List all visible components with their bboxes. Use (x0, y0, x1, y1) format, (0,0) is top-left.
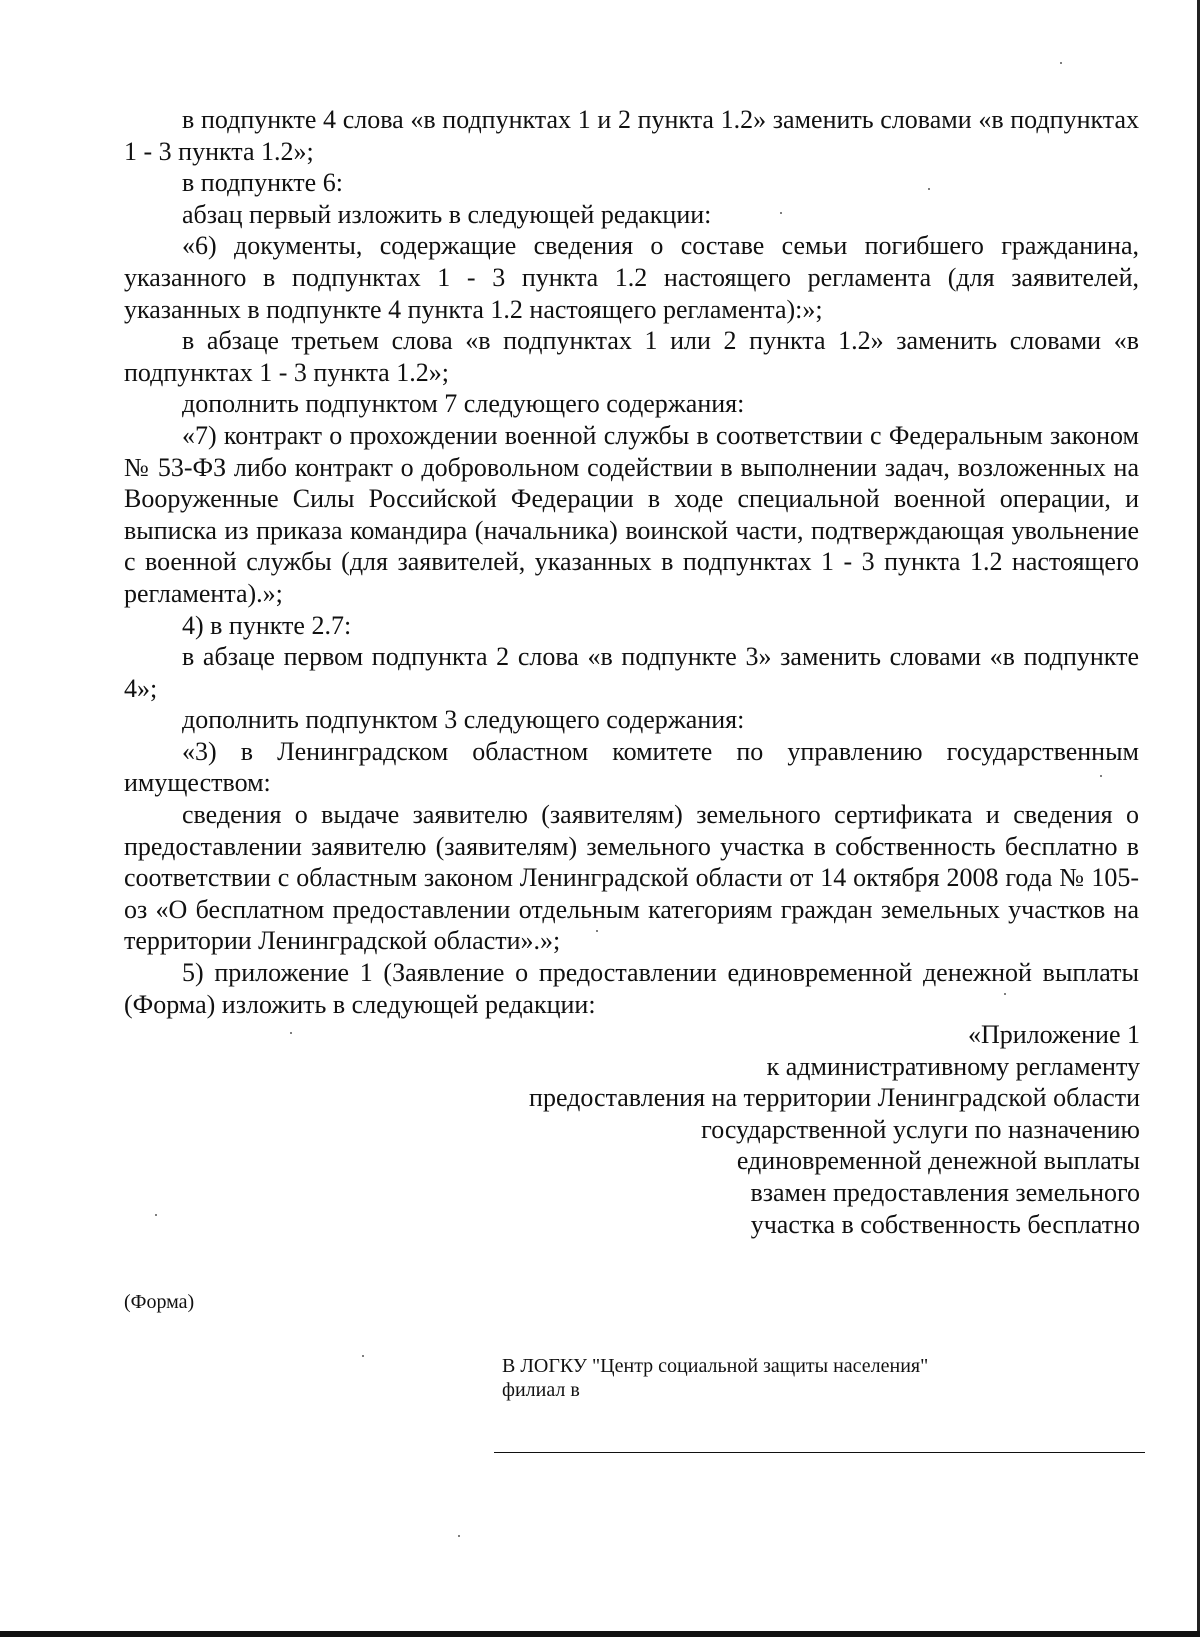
scan-edge-bottom (0, 1631, 1200, 1637)
scan-speck (458, 1535, 460, 1537)
form-label: (Форма) (124, 1291, 195, 1313)
scan-speck (362, 1355, 364, 1357)
scan-speck (155, 1214, 157, 1216)
paragraph-land-certificate: сведения о выдаче заявителю (заявителям) земельного сертификата и сведения о предоставлении заявителю (заявителям) земельного участка в собственность бесплатно в соответствии с областным законом Ленинградской области от 14 октября 2008 года № 105-оз «О бесплатном предоставлении отдельным категориям граждан земельных участков на территории Ленинградской области».»; (124, 800, 1139, 956)
addressee-block (502, 1354, 928, 1402)
annex-line: «Приложение 1 (967, 1020, 1140, 1049)
paragraph-first-abzac: абзац первый изложить в следующей редакции: (182, 199, 712, 229)
scan-speck (1004, 993, 1006, 995)
scan-speck (780, 212, 782, 214)
annex-header (420, 1019, 1140, 1240)
paragraph-add-subpoint-7: дополнить подпунктом 7 следующего содержания: (182, 389, 745, 419)
paragraph-add-subpoint-3: дополнить подпунктом 3 следующего содержания: (182, 705, 745, 735)
annex-line: взамен предоставления земельного (750, 1177, 1140, 1207)
paragraph-item-6-quote: «6) документы, содержащие сведения о составе семьи погибшего гражданина, указанного в подпунктах 1 - 3 пункта 1.2 настоящего регламента (для заявителей, указанных в подпункте 4 пункта 1.2 настоящего регламента):»; (124, 231, 1139, 324)
paragraph-point-2-7: 4) в пункте 2.7: (182, 610, 352, 640)
annex-line: единовременной денежной выплаты (736, 1146, 1140, 1176)
scan-speck (596, 930, 598, 932)
paragraph-annex-1-change: 5) приложение 1 (Заявление о предоставлении единовременной денежной выплаты (Форма) изложить в следующей редакции: (124, 958, 1139, 1019)
annex-line: участка в собственность бесплатно (750, 1209, 1140, 1239)
paragraph-third-abzac: в абзаце третьем слова «в подпунктах 1 или 2 пункта 1.2» заменить словами «в подпунктах 1 - 3 пункта 1.2»; (124, 326, 1139, 387)
annex-line: предоставления на территории Ленинградской области (529, 1083, 1140, 1113)
addressee-line-2: филиал в (502, 1379, 580, 1401)
scan-speck (1100, 775, 1102, 777)
paragraph-subpoint-6: в подпункте 6: (182, 168, 343, 198)
scan-speck (290, 1032, 292, 1034)
paragraph-item-3-quote: «3) в Ленинградском областном комитете по управлению государственным имуществом: (124, 736, 1139, 798)
scan-speck (1060, 62, 1062, 64)
annex-line: государственной услуги по назначению (701, 1114, 1140, 1144)
scan-speck (928, 188, 930, 190)
paragraph-item-7-quote: «7) контракт о прохождении военной службы в соответствии с Федеральным законом № 53-ФЗ либо контракт о добровольном содействии в выполнении задач, возложенных на Вооруженные Силы Российской Федерации в ходе специальной военной операции, и выписка из приказа командира (начальника) воинской части, подтверждающая увольнение с военной службы (для заявителей, указанных в подпунктах 1 - 3 пункта 1.2 настоящего регламента).»; (124, 420, 1139, 608)
paragraph-subpoint-4: в подпункте 4 слова «в подпунктах 1 и 2 пункта 1.2» заменить словами «в подпунктах 1 - 3 пункта 1.2»; (124, 105, 1139, 166)
amendment-text (124, 104, 1139, 1020)
paragraph-subpoint-2-change: в абзаце первом подпункта 2 слова «в подпункте 3» заменить словами «в подпункте 4»; (124, 642, 1139, 703)
annex-line: к административному регламенту (766, 1051, 1140, 1081)
branch-fill-line (494, 1452, 1145, 1453)
addressee-line-1: В ЛОГКУ "Центр социальной защиты населения" (502, 1355, 929, 1377)
